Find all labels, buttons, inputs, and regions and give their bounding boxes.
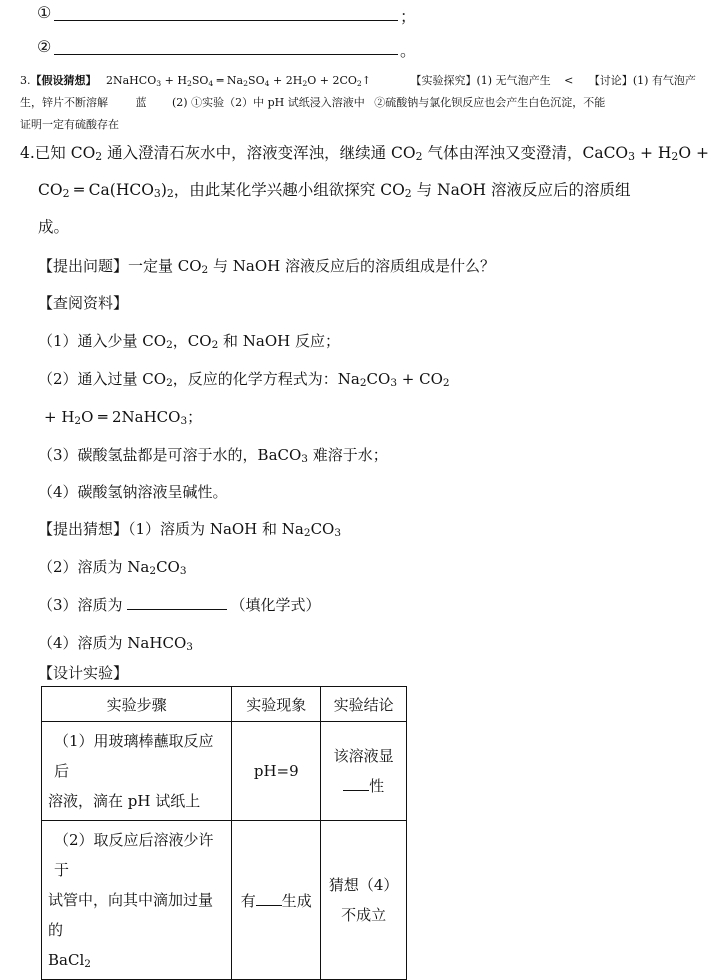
- hypothesis-3-blank[interactable]: [127, 595, 227, 610]
- row1-conclusion-blank[interactable]: [343, 776, 369, 791]
- blank-item-1-end: ；: [400, 7, 417, 26]
- q4-ref-4: （4）碳酸氢钠溶液呈碱性。: [38, 483, 228, 501]
- blank-answer-line-2[interactable]: [54, 54, 398, 55]
- equation-nahco3-h2so4: 2NaHCO$_3$ + $H_2SO_4$ ═ $Na_2SO_4 + 2H_2O$ + $2CO_2↑$: [106, 74, 372, 88]
- answer-3-line-2: [20, 92, 605, 114]
- q4-ref-2: （2）通入过量 $CO_2$，反应的化学方程式为：$Na_2CO_3 + CO_2$: [38, 370, 450, 389]
- q4-hypothesis-1: 【提出猜想】（1）溶质为 NaOH 和 $Na_2CO_3$: [38, 520, 342, 539]
- q4-hypothesis-3: （3）溶质为 （填化学式）: [38, 596, 321, 614]
- answer-3-ph-paper: (2) ①实验（2）中 pH 试纸浸入溶液中: [172, 96, 365, 109]
- row2-phenomenon: 有 生成: [232, 821, 321, 980]
- blank-item-2-marker: ②: [37, 37, 52, 56]
- row1-phenomenon: pH=9: [232, 722, 321, 821]
- blank-item-2-end: 。: [400, 41, 417, 60]
- answer-3-line-3: [20, 114, 119, 136]
- blank-answer-line-1[interactable]: [54, 20, 398, 21]
- q4-intro-line-2: $CO_2$ ═ $Ca(HCO_3)_2$，由此某化学兴趣小组欲探究 $CO_2$ 与 NaOH 溶液反应后的溶质组: [38, 181, 631, 200]
- header-phenomenon: 实验现象: [232, 687, 321, 722]
- table-row: [42, 821, 407, 980]
- answer-3-number: 3.: [20, 74, 31, 87]
- q4-ref-1: （1）通入少量 $CO_2$，$CO_2$ 和 NaOH 反应；: [38, 332, 341, 351]
- row2-step: （2）取反应后溶液少许于 试管中，向其中滴加过量的 BaCl$_2$: [42, 821, 232, 980]
- answer-3-sulfuric-acid: 证明一定有硫酸存在: [20, 118, 119, 131]
- row2-conclusion: 猜想（4） 不成立: [321, 821, 407, 980]
- q4-question: 【提出问题】一定量 $CO_2$ 与 NaOH 溶液反应后的溶质组成是什么？: [38, 257, 495, 276]
- q4-lookup-title: 【查阅资料】: [38, 294, 129, 312]
- answer-3-zinc-dissolves: 生，锌片不断溶解: [20, 96, 108, 109]
- answer-3-blue: 蓝: [135, 96, 147, 109]
- experiment-result-1: (1) 无气泡产生: [476, 74, 551, 87]
- label-experiment: 【实验探究】: [410, 74, 477, 87]
- discussion-result-1: (1) 有气泡产: [632, 74, 696, 87]
- less-than-sign: <: [564, 74, 574, 87]
- header-conclusion: 实验结论: [321, 687, 407, 722]
- q4-hypothesis-4: （4）溶质为 NaHCO$_3$: [38, 634, 193, 653]
- row2-phenomenon-blank[interactable]: [256, 891, 282, 906]
- label-hypothesis: 【假设猜想】: [30, 74, 97, 87]
- header-step: 实验步骤: [42, 687, 232, 722]
- table-header-row: [42, 687, 407, 722]
- q4-hypothesis-2: （2）溶质为 $Na_2CO_3$: [38, 558, 187, 577]
- q4-intro-line-3: 成。: [38, 218, 70, 236]
- answer-3-barium-chloride: ②硫酸钠与氯化钡反应也会产生白色沉淀，不能: [374, 96, 606, 109]
- row1-step: （1）用玻璃棒蘸取反应后 溶液，滴在 pH 试纸上: [42, 722, 232, 821]
- blank-item-1-marker: ①: [37, 3, 52, 22]
- experiment-table: [41, 686, 407, 980]
- table-row: [42, 722, 407, 821]
- row1-conclusion: 该溶液显 性: [321, 722, 407, 821]
- q4-ref-2-continued: + $H_2O$ ═ 2NaHCO$_3$；: [44, 408, 203, 427]
- label-discussion: 【讨论】: [588, 74, 633, 87]
- q4-ref-3: （3）碳酸氢盐都是可溶于水的，BaCO$_3$ 难溶于水；: [38, 446, 388, 465]
- q4-intro-line-1: 4.已知 $CO_2$ 通入澄清石灰水中，溶液变浑浊，继续通 $CO_2$ 气体由浑浊又变澄清，CaCO$_3$ + $H_2O$ +: [20, 144, 709, 163]
- answer-3-line-1: [20, 70, 696, 92]
- q4-design-title: 【设计实验】: [38, 664, 129, 682]
